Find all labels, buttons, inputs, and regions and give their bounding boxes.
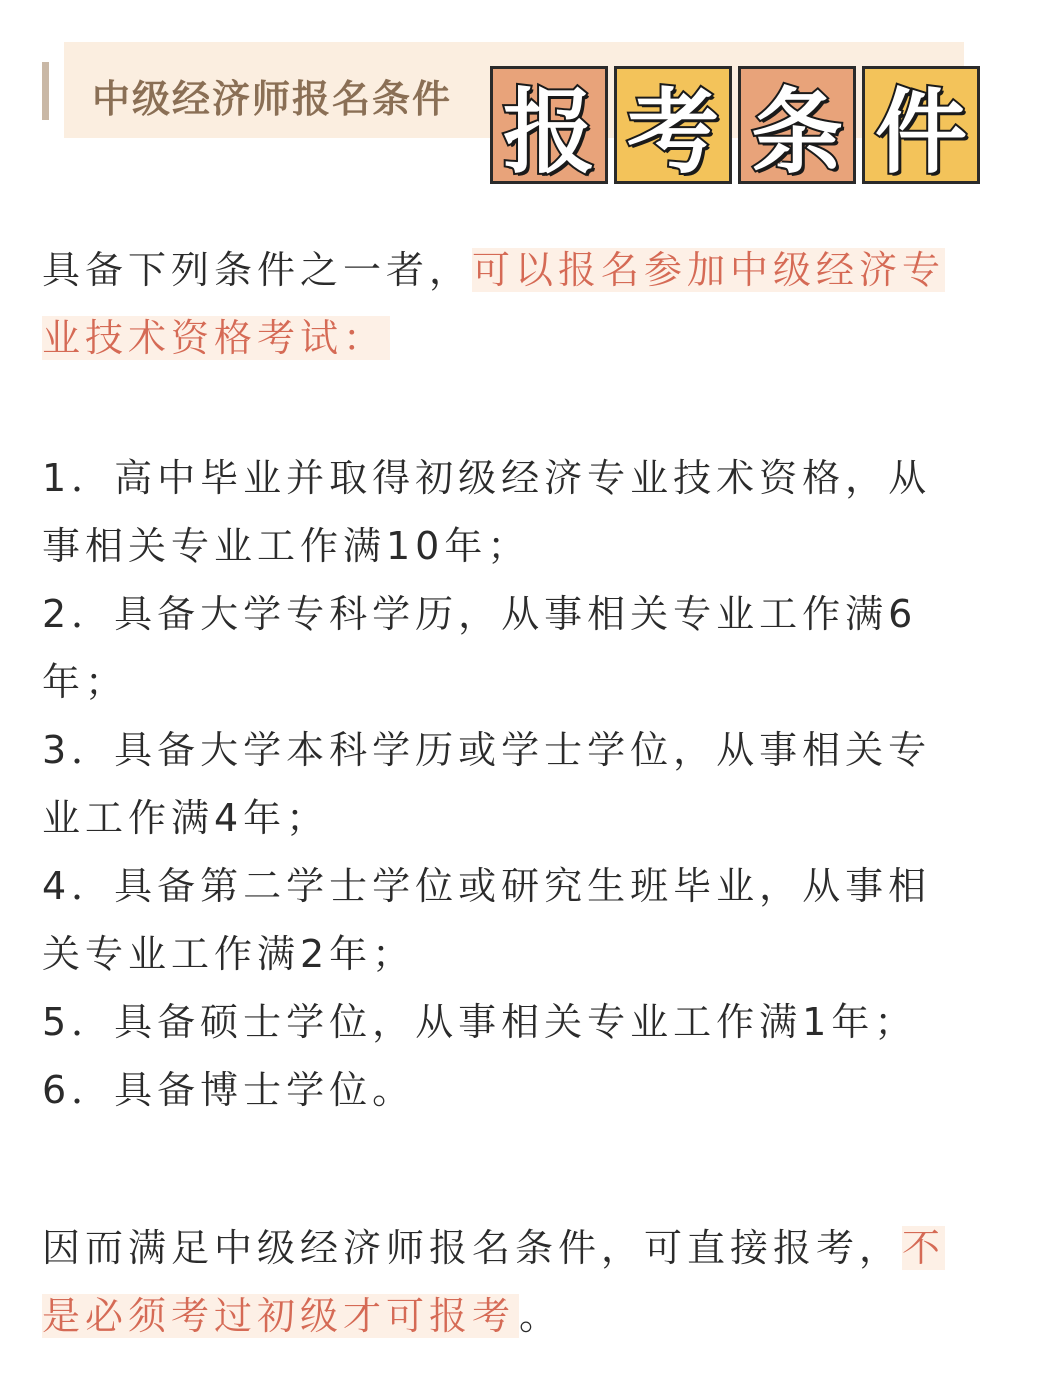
stamp-char-kao: 考 [614,66,732,184]
condition-item: 1．高中毕业并取得初级经济专业技术资格，从事相关专业工作满10年； [42,456,932,568]
intro-paragraph [42,236,967,372]
header-accent-bar [42,62,49,120]
intro-text: 具备下列条件之一者， [42,248,473,292]
conclusion-paragraph [42,1214,967,1350]
conclusion-highlight: 不是必须考过初级才可报考 [42,1226,946,1338]
conclusion-end: 。 [519,1294,563,1338]
conditions-list [42,444,967,1124]
intro-highlight: 可以报名参加中级经济专业技术资格考试： [42,248,946,360]
condition-item: 3．具备大学本科学历或学士学位，从事相关专业工作满4年； [42,728,932,840]
conclusion-text: 因而满足中级经济师报名条件，可直接报考， [42,1226,903,1270]
condition-item: 5．具备硕士学位，从事相关专业工作满1年； [42,1000,918,1044]
page-title: 中级经济师报名条件 [92,77,453,121]
stamp-char-jian: 件 [862,66,980,184]
condition-item: 4．具备第二学士学位或研究生班毕业，从事相关专业工作满2年； [42,864,932,976]
stamp-title [490,66,986,184]
stamp-char-bao: 报 [490,66,608,184]
condition-item: 6．具备博士学位。 [42,1068,416,1112]
stamp-char-tiao: 条 [738,66,856,184]
condition-item: 2．具备大学专科学历，从事相关专业工作满6年； [42,592,918,704]
